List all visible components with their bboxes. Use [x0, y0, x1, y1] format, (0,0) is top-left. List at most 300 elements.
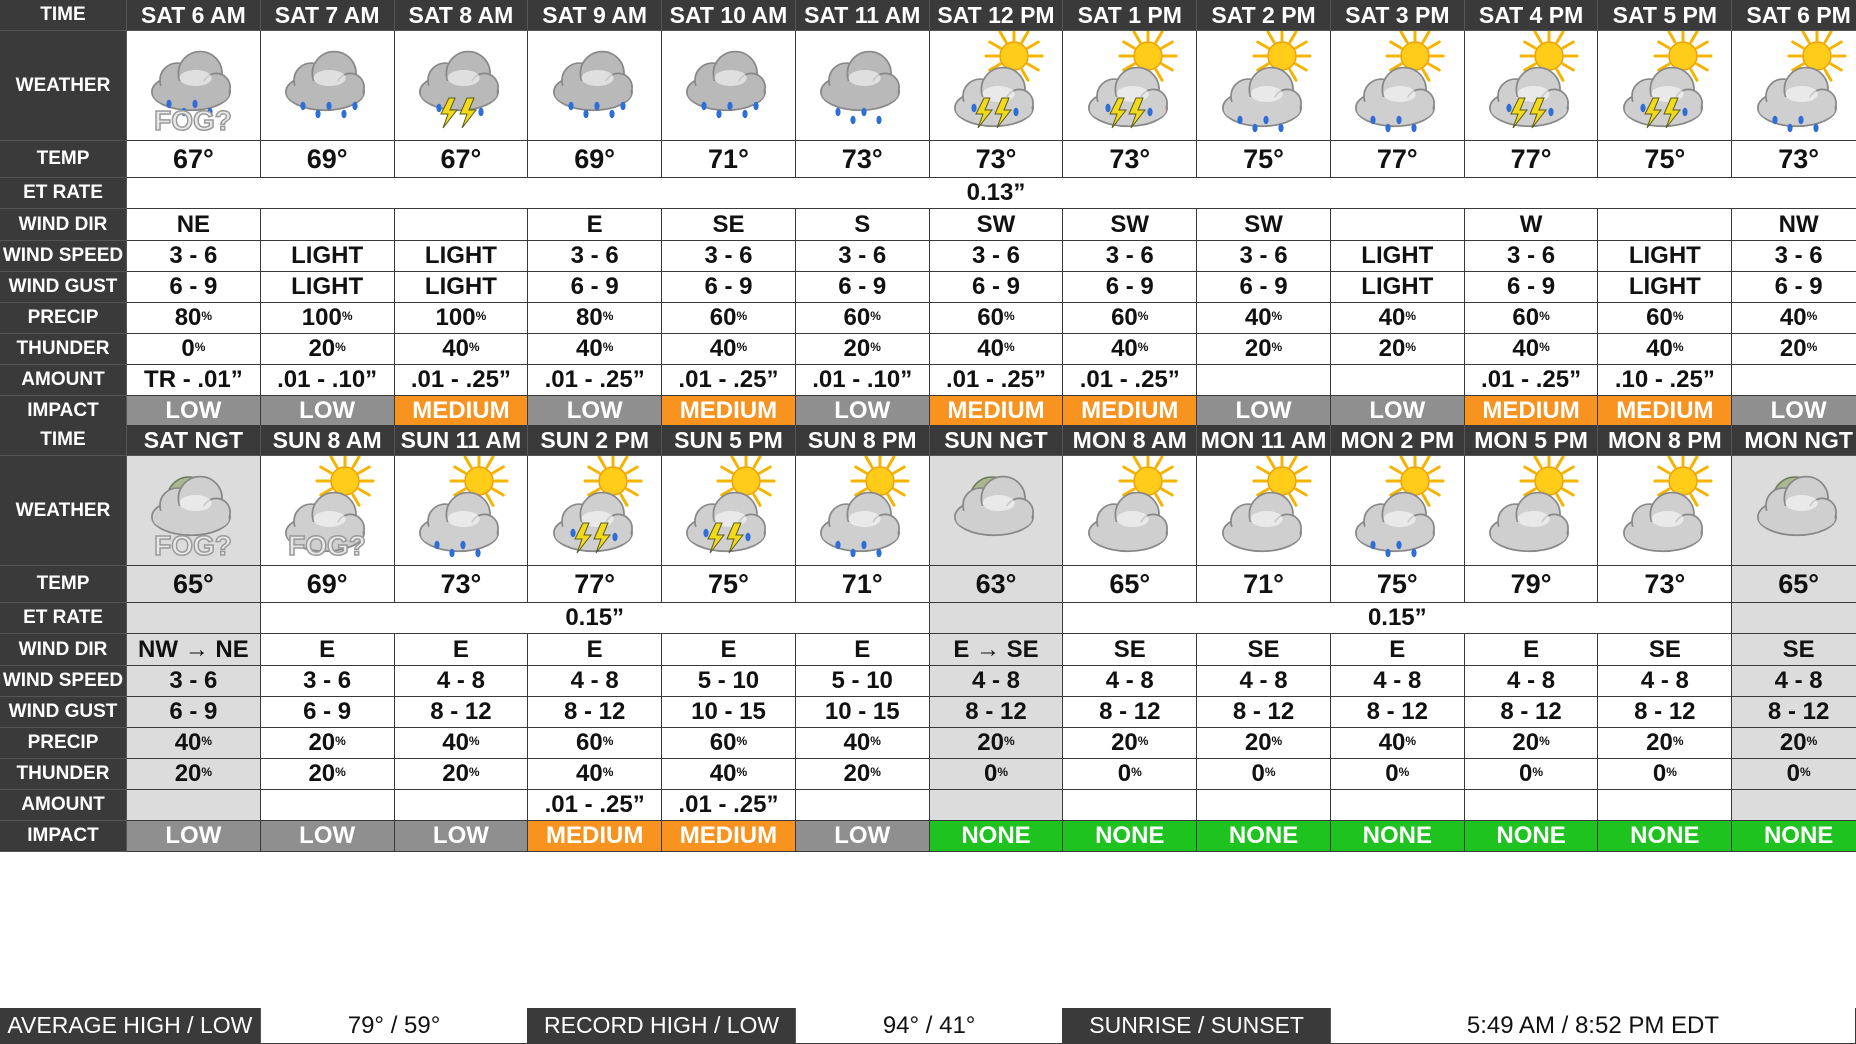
- time-header: MON NGT: [1732, 425, 1856, 456]
- wind-gust-cell: 8 - 12: [1197, 697, 1331, 728]
- precip-cell: 40 %: [1197, 303, 1331, 334]
- temp-cell: 73 °: [930, 141, 1064, 178]
- wind-dir-cell: NW → NE: [127, 634, 261, 666]
- amount-cell: .01 - .25”: [528, 365, 662, 396]
- precip-value: 80: [174, 304, 202, 331]
- temp-value: 73: [440, 568, 471, 599]
- amount-cell: .01 - .25”: [528, 790, 662, 821]
- wind-speed-cell: 4 - 8: [930, 666, 1064, 697]
- precip-value: 100: [301, 304, 342, 331]
- amount-cell: .01 - .10”: [796, 365, 930, 396]
- wind-dir-cell: NE: [127, 209, 261, 241]
- precip-cell: 40 %: [796, 728, 930, 759]
- time-header: SAT 3 PM: [1331, 0, 1465, 31]
- wind-gust-cell: 6 - 9: [662, 272, 796, 303]
- wind-speed-cell: 5 - 10: [662, 666, 796, 697]
- impact-badge: LOW: [127, 821, 261, 852]
- temp-value: 77: [1510, 143, 1541, 174]
- time-header: SAT 8 AM: [395, 0, 529, 31]
- temp-cell: 77 °: [528, 566, 662, 603]
- amount-cell: .01 - .25”: [1063, 365, 1197, 396]
- footer-value: 94° / 41°: [796, 1008, 1064, 1044]
- row-label-temp: TEMP: [0, 141, 127, 178]
- wind-dir-cell: SW: [1197, 209, 1331, 241]
- wind-dir-cell: E: [395, 634, 529, 666]
- sun-rain-cloud-icon: [806, 456, 918, 566]
- temp-cell: 65 °: [1063, 566, 1197, 603]
- footer-label: RECORD HIGH / LOW: [528, 1008, 796, 1044]
- thunder-cell: 20 %: [395, 759, 529, 790]
- partly-cloudy-icon: [1208, 456, 1320, 566]
- precip-value: 20: [1512, 729, 1540, 756]
- thunder-cell: 40 %: [528, 759, 662, 790]
- sun-thunderstorm-icon: [1475, 31, 1587, 141]
- time-header: SUN 8 PM: [796, 425, 930, 456]
- temp-value: 73: [1778, 143, 1809, 174]
- wind-gust-cell: LIGHT: [261, 272, 395, 303]
- amount-cell: [930, 790, 1064, 821]
- wind-dir-cell: E → SE: [930, 634, 1064, 666]
- impact-badge: NONE: [1598, 821, 1732, 852]
- weather-cell: [1598, 31, 1732, 141]
- precip-value: 60: [843, 304, 871, 331]
- wind-gust-cell: 8 - 12: [1465, 697, 1599, 728]
- thunder-cell: 40 %: [930, 334, 1064, 365]
- wind-dir-cell: SE: [1063, 634, 1197, 666]
- temp-value: 67: [440, 143, 471, 174]
- thunder-value: 40: [1646, 335, 1673, 362]
- sun-thunderstorm-icon: [1074, 31, 1186, 141]
- thunder-value: 40: [442, 335, 469, 362]
- et-rate-cell: [930, 603, 1064, 634]
- weather-cell: [1063, 31, 1197, 141]
- temp-cell: 79 °: [1465, 566, 1599, 603]
- impact-badge: MEDIUM: [528, 821, 662, 852]
- thunder-cell: 40 %: [662, 759, 796, 790]
- amount-cell: [1197, 790, 1331, 821]
- rain-cloud-icon: [271, 31, 383, 141]
- temp-value: 75: [1376, 568, 1407, 599]
- weather-cell: [1465, 31, 1599, 141]
- precip-cell: 20 %: [930, 728, 1064, 759]
- thunder-cell: 20 %: [261, 334, 395, 365]
- temp-value: 75: [1644, 143, 1675, 174]
- time-header: SAT 2 PM: [1197, 0, 1331, 31]
- thunder-value: 40: [1111, 335, 1138, 362]
- precip-value: 20: [1779, 729, 1807, 756]
- sun-thunderstorm-icon: [1609, 31, 1721, 141]
- fog-rain-cloud-icon: [137, 31, 249, 141]
- weather-cell: [662, 456, 796, 566]
- impact-badge: MEDIUM: [1598, 396, 1732, 427]
- wind-speed-cell: 4 - 8: [1197, 666, 1331, 697]
- thunder-value: 0: [1117, 760, 1132, 787]
- wind-dir-cell: W: [1465, 209, 1599, 241]
- row-label-weather: WEATHER: [0, 31, 127, 141]
- weather-cell: [930, 31, 1064, 141]
- wind-gust-cell: LIGHT: [395, 272, 529, 303]
- temp-value: 69: [574, 143, 605, 174]
- time-header: MON 5 PM: [1465, 425, 1599, 456]
- wind-gust-cell: 8 - 12: [1063, 697, 1197, 728]
- thunder-value: 20: [843, 760, 871, 787]
- thunder-value: 0: [1385, 760, 1399, 787]
- impact-badge: LOW: [1732, 396, 1856, 427]
- wind-gust-cell: LIGHT: [1598, 272, 1732, 303]
- amount-cell: [1465, 790, 1599, 821]
- temp-cell: 71 °: [1197, 566, 1331, 603]
- wind-gust-cell: 6 - 9: [796, 272, 930, 303]
- time-header: SAT 10 AM: [662, 0, 796, 31]
- temp-value: 77: [574, 568, 605, 599]
- precip-value: 60: [1646, 304, 1673, 331]
- night-fog-rain-icon: [137, 456, 249, 566]
- row-label-et-rate: ET RATE: [0, 178, 127, 209]
- time-header: SAT 11 AM: [796, 0, 930, 31]
- thunder-cell: 20 %: [1197, 334, 1331, 365]
- wind-dir-cell: [1331, 209, 1465, 241]
- moon-cloud-icon: [940, 456, 1052, 566]
- amount-cell: .01 - .25”: [930, 365, 1064, 396]
- impact-badge: MEDIUM: [1465, 396, 1599, 427]
- svg-text:FOG?: FOG?: [154, 530, 233, 561]
- thunder-cell: 40 %: [395, 334, 529, 365]
- row-label-wind-gust: WIND GUST: [0, 697, 127, 728]
- sun-thunderstorm-icon: [940, 31, 1052, 141]
- thunder-value: 40: [977, 335, 1004, 362]
- precip-value: 20: [1244, 729, 1272, 756]
- row-label-wind-gust: WIND GUST: [0, 272, 127, 303]
- precip-cell: 20 %: [1465, 728, 1599, 759]
- amount-cell: [261, 790, 395, 821]
- wind-speed-cell: 5 - 10: [796, 666, 930, 697]
- precip-cell: 100 %: [261, 303, 395, 334]
- weather-cell: [528, 31, 662, 141]
- wind-speed-cell: 3 - 6: [127, 666, 261, 697]
- thunder-cell: 20 %: [1331, 334, 1465, 365]
- partly-cloudy-icon: [1609, 456, 1721, 566]
- weather-cell: [127, 456, 261, 566]
- weather-cell: [662, 31, 796, 141]
- thunder-cell: 40 %: [528, 334, 662, 365]
- weather-cell: [796, 456, 930, 566]
- time-header: SAT 12 PM: [930, 0, 1064, 31]
- thunder-cell: 20 %: [796, 334, 930, 365]
- time-header: SAT 6 PM: [1732, 0, 1856, 31]
- impact-badge: NONE: [1063, 821, 1197, 852]
- et-rate-cell: [127, 603, 261, 634]
- amount-cell: [1197, 365, 1331, 396]
- wind-dir-cell: SW: [1063, 209, 1197, 241]
- row-label-weather: WEATHER: [0, 456, 127, 566]
- thunder-cell: 0 %: [1197, 759, 1331, 790]
- row-label-precip: PRECIP: [0, 303, 127, 334]
- weather-cell: [395, 31, 529, 141]
- thunder-value: 40: [1512, 335, 1540, 362]
- wind-dir-cell: S: [796, 209, 930, 241]
- time-header: SUN NGT: [930, 425, 1064, 456]
- temp-value: 63: [975, 568, 1006, 599]
- impact-badge: LOW: [1197, 396, 1331, 427]
- wind-speed-cell: 3 - 6: [930, 241, 1064, 272]
- svg-text:FOG?: FOG?: [154, 105, 233, 136]
- impact-badge: MEDIUM: [930, 396, 1064, 427]
- wind-speed-cell: 3 - 6: [528, 241, 662, 272]
- thunder-value: 40: [575, 335, 603, 362]
- impact-badge: LOW: [528, 396, 662, 427]
- temp-value: 69: [306, 568, 337, 599]
- precip-value: 20: [1111, 729, 1138, 756]
- wind-dir-cell: E: [1331, 634, 1465, 666]
- wind-gust-cell: 10 - 15: [662, 697, 796, 728]
- precip-cell: 60 %: [1598, 303, 1732, 334]
- row-label-thunder: THUNDER: [0, 759, 127, 790]
- precip-cell: 40 %: [395, 728, 529, 759]
- row-label-wind-speed: WIND SPEED: [0, 241, 127, 272]
- row-label-thunder: THUNDER: [0, 334, 127, 365]
- wind-speed-cell: 3 - 6: [796, 241, 930, 272]
- row-label-impact: IMPACT: [0, 396, 127, 427]
- weather-cell: [261, 31, 395, 141]
- temp-value: 73: [841, 143, 872, 174]
- sun-thunderstorm-icon: [539, 456, 651, 566]
- thunder-value: 20: [1244, 335, 1272, 362]
- temp-value: 71: [708, 143, 739, 174]
- temp-value: 75: [1243, 143, 1274, 174]
- wind-dir-cell: [395, 209, 529, 241]
- impact-badge: MEDIUM: [662, 396, 796, 427]
- precip-cell: 20 %: [1598, 728, 1732, 759]
- wind-dir-cell: SE: [1598, 634, 1732, 666]
- wind-dir-cell: E: [796, 634, 930, 666]
- weather-cell: [1063, 456, 1197, 566]
- amount-cell: .01 - .25”: [1465, 365, 1599, 396]
- thunder-cell: 40 %: [662, 334, 796, 365]
- wind-dir-cell: [1598, 209, 1732, 241]
- precip-cell: 40 %: [1331, 728, 1465, 759]
- thunder-value: 20: [442, 760, 469, 787]
- temp-cell: 73 °: [1732, 141, 1856, 178]
- wind-dir-cell: E: [261, 634, 395, 666]
- precip-value: 60: [1111, 304, 1138, 331]
- precip-value: 40: [1779, 304, 1807, 331]
- precip-value: 60: [575, 729, 603, 756]
- weather-cell: [1598, 456, 1732, 566]
- temp-cell: 69 °: [528, 141, 662, 178]
- precip-cell: 80 %: [528, 303, 662, 334]
- thunder-value: 20: [843, 335, 871, 362]
- impact-badge: LOW: [796, 821, 930, 852]
- wind-dir-cell: E: [528, 209, 662, 241]
- wind-speed-cell: 4 - 8: [1063, 666, 1197, 697]
- wind-gust-cell: 6 - 9: [1732, 272, 1856, 303]
- amount-cell: [1331, 365, 1465, 396]
- sun-rain-cloud-icon: [1208, 31, 1320, 141]
- rain-cloud-icon: [539, 31, 651, 141]
- time-header: SAT 1 PM: [1063, 0, 1197, 31]
- wind-dir-cell: E: [662, 634, 796, 666]
- weather-cell: [1732, 456, 1856, 566]
- wind-dir-cell: E: [1465, 634, 1599, 666]
- weather-cell: [127, 31, 261, 141]
- amount-cell: [1732, 365, 1856, 396]
- thunder-value: 0: [181, 335, 195, 362]
- temp-cell: 77 °: [1465, 141, 1599, 178]
- temp-cell: 73 °: [1598, 566, 1732, 603]
- impact-badge: MEDIUM: [662, 821, 796, 852]
- weather-cell: [1331, 31, 1465, 141]
- wind-gust-cell: 8 - 12: [1331, 697, 1465, 728]
- wind-gust-cell: 6 - 9: [528, 272, 662, 303]
- weather-cell: [1197, 456, 1331, 566]
- amount-cell: .01 - .10”: [261, 365, 395, 396]
- precip-cell: 20 %: [261, 728, 395, 759]
- wind-gust-cell: 6 - 9: [1197, 272, 1331, 303]
- amount-cell: [796, 790, 930, 821]
- temp-value: 67: [172, 143, 203, 174]
- weather-cell: [796, 31, 930, 141]
- precip-value: 20: [308, 729, 336, 756]
- precip-value: 60: [709, 729, 737, 756]
- thunder-value: 40: [575, 760, 603, 787]
- wind-speed-cell: 4 - 8: [1732, 666, 1856, 697]
- wind-gust-cell: LIGHT: [1331, 272, 1465, 303]
- precip-cell: 60 %: [1465, 303, 1599, 334]
- time-header: SAT 4 PM: [1465, 0, 1599, 31]
- footer-label: SUNRISE / SUNSET: [1063, 1008, 1331, 1044]
- precip-cell: 40 %: [1732, 303, 1856, 334]
- thunder-value: 20: [308, 760, 336, 787]
- sun-thunderstorm-icon: [672, 456, 784, 566]
- impact-badge: NONE: [1197, 821, 1331, 852]
- impact-badge: LOW: [796, 396, 930, 427]
- impact-badge: LOW: [127, 396, 261, 427]
- row-label-time: TIME: [0, 0, 127, 31]
- precip-value: 20: [1646, 729, 1673, 756]
- precip-value: 60: [977, 304, 1004, 331]
- wind-speed-cell: 3 - 6: [1063, 241, 1197, 272]
- temp-cell: 75 °: [1197, 141, 1331, 178]
- precip-cell: 40 %: [1331, 303, 1465, 334]
- impact-badge: NONE: [1465, 821, 1599, 852]
- et-rate-cell: 0.13”: [127, 178, 1856, 209]
- thunder-value: 20: [1378, 335, 1406, 362]
- wind-speed-cell: 4 - 8: [1598, 666, 1732, 697]
- precip-cell: 60 %: [662, 303, 796, 334]
- partly-cloudy-icon: [1074, 456, 1186, 566]
- wind-gust-cell: 10 - 15: [796, 697, 930, 728]
- weather-cell: [528, 456, 662, 566]
- amount-cell: [395, 790, 529, 821]
- amount-cell: [1598, 790, 1732, 821]
- row-label-wind-dir: WIND DIR: [0, 209, 127, 241]
- thunder-value: 20: [308, 335, 336, 362]
- row-label-wind-dir: WIND DIR: [0, 634, 127, 666]
- time-header: MON 2 PM: [1331, 425, 1465, 456]
- row-label-precip: PRECIP: [0, 728, 127, 759]
- temp-cell: 75 °: [1331, 566, 1465, 603]
- row-label-impact: IMPACT: [0, 821, 127, 852]
- thunder-value: 40: [709, 335, 737, 362]
- footer-value: 79° / 59°: [261, 1008, 529, 1044]
- temp-cell: 69 °: [261, 566, 395, 603]
- thunder-cell: 20 %: [261, 759, 395, 790]
- row-label-et-rate: ET RATE: [0, 603, 127, 634]
- thunder-cell: 40 %: [1063, 334, 1197, 365]
- wind-dir-cell: SE: [662, 209, 796, 241]
- thunder-cell: 40 %: [1598, 334, 1732, 365]
- thunder-value: 40: [709, 760, 737, 787]
- precip-cell: 20 %: [1063, 728, 1197, 759]
- wind-gust-cell: 8 - 12: [1598, 697, 1732, 728]
- precip-value: 40: [1378, 729, 1406, 756]
- amount-cell: [127, 790, 261, 821]
- temp-cell: 75 °: [1598, 141, 1732, 178]
- temp-cell: 73 °: [1063, 141, 1197, 178]
- wind-speed-cell: 3 - 6: [127, 241, 261, 272]
- time-header: MON 8 AM: [1063, 425, 1197, 456]
- precip-cell: 100 %: [395, 303, 529, 334]
- impact-badge: MEDIUM: [395, 396, 529, 427]
- wind-dir-cell: E: [528, 634, 662, 666]
- precip-value: 40: [442, 729, 469, 756]
- wind-speed-cell: 3 - 6: [261, 666, 395, 697]
- temp-cell: 67 °: [395, 141, 529, 178]
- precip-cell: 60 %: [528, 728, 662, 759]
- precip-cell: 20 %: [1197, 728, 1331, 759]
- temp-cell: 63 °: [930, 566, 1064, 603]
- thunder-value: 0: [1652, 760, 1667, 787]
- time-header: SAT 7 AM: [261, 0, 395, 31]
- row-label-temp: TEMP: [0, 566, 127, 603]
- wind-speed-cell: 4 - 8: [528, 666, 662, 697]
- wind-speed-cell: 3 - 6: [1732, 241, 1856, 272]
- temp-cell: 71 °: [796, 566, 930, 603]
- temp-cell: 65 °: [1732, 566, 1856, 603]
- wind-speed-cell: LIGHT: [395, 241, 529, 272]
- temp-cell: 69 °: [261, 141, 395, 178]
- time-header: SUN 8 AM: [261, 425, 395, 456]
- precip-value: 40: [843, 729, 871, 756]
- sun-fog-icon: [271, 456, 383, 566]
- impact-badge: NONE: [1331, 821, 1465, 852]
- amount-cell: .01 - .25”: [662, 790, 796, 821]
- time-header: SAT 5 PM: [1598, 0, 1732, 31]
- partly-cloudy-icon: [1475, 456, 1587, 566]
- thunder-value: 20: [1779, 335, 1807, 362]
- temp-value: 65: [1778, 568, 1809, 599]
- time-header: SAT 6 AM: [127, 0, 261, 31]
- precip-cell: 20 %: [1732, 728, 1856, 759]
- temp-value: 73: [1644, 568, 1675, 599]
- impact-badge: LOW: [1331, 396, 1465, 427]
- precip-value: 60: [1512, 304, 1540, 331]
- thunder-cell: 0 %: [930, 759, 1064, 790]
- time-header: SUN 11 AM: [395, 425, 529, 456]
- time-header: SUN 2 PM: [528, 425, 662, 456]
- sun-rain-cloud-icon: [1743, 31, 1855, 141]
- precip-value: 40: [1378, 304, 1406, 331]
- sun-rain-cloud-icon: [405, 456, 517, 566]
- precip-cell: 60 %: [662, 728, 796, 759]
- wind-speed-cell: LIGHT: [261, 241, 395, 272]
- thunderstorm-cloud-icon: [405, 31, 517, 141]
- thunder-cell: 0 %: [1465, 759, 1599, 790]
- wind-dir-cell: SW: [930, 209, 1064, 241]
- wind-speed-cell: 4 - 8: [1331, 666, 1465, 697]
- sun-rain-cloud-icon: [1341, 31, 1453, 141]
- precip-cell: 60 %: [796, 303, 930, 334]
